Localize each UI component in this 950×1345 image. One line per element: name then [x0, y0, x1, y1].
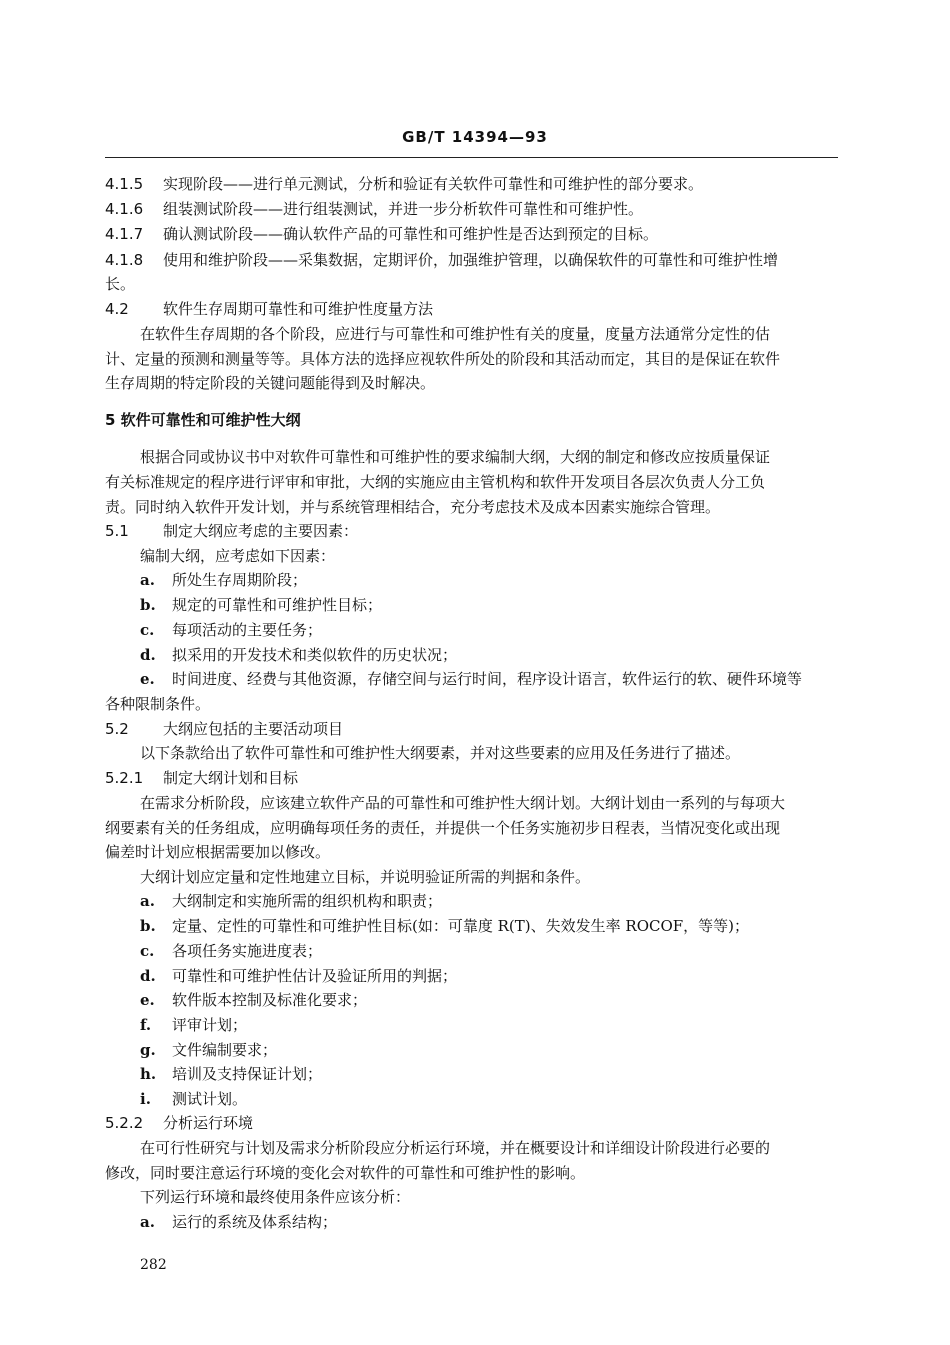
clause-text: 使用和维护阶段——采集数据，定期评价，加强维护管理，以确保软件的可靠性和可维护性增 — [163, 251, 779, 269]
list-label: b. — [140, 917, 156, 935]
text-line: 编制大纲，应考虑如下因素： — [140, 547, 336, 565]
list-label: e. — [140, 991, 155, 1009]
list-text: 拟采用的开发技术和类似软件的历史状况； — [172, 646, 458, 664]
list-item — [140, 669, 838, 689]
list-item — [140, 595, 838, 615]
list-label: g. — [140, 1041, 156, 1059]
list-text: 运行的系统及体系结构； — [172, 1213, 338, 1231]
text-line: 修改，同时要注意运行环境的变化会对软件的可靠性和可维护性的影响。 — [105, 1164, 586, 1182]
text-line: 纲要素有关的任务组成，应明确每项任务的责任，并提供一个任务实施初步日程表，当情况变化或出现 — [105, 819, 781, 837]
clause-number: 4.1.7 — [105, 225, 144, 243]
clause-text: 制定大纲计划和目标 — [163, 769, 299, 787]
list-text: 时间进度、经费与其他资源，存储空间与运行时间，程序设计语言，软件运行的软、硬件环境等 — [172, 670, 803, 688]
list-text: 定量、定性的可靠性和可维护性目标(如：可靠度 R(T)、失效发生率 ROCOF，等等)； — [172, 917, 750, 935]
list-text: 大纲制定和实施所需的组织机构和职责； — [172, 892, 443, 910]
clause-text: 分析运行环境 — [163, 1114, 254, 1132]
clause-number: 5.2 — [105, 720, 129, 738]
page-number: 282 — [140, 1257, 167, 1273]
clause-5-2 — [105, 719, 838, 739]
clause-number: 5.1 — [105, 522, 129, 540]
clause-4-1-8 — [105, 250, 838, 270]
clause-4-2 — [105, 299, 838, 319]
list-item — [140, 966, 838, 986]
list-item — [140, 1089, 838, 1109]
list-label: a. — [140, 1213, 155, 1231]
clause-number: 4.1.6 — [105, 200, 144, 218]
text-line: 长。 — [105, 275, 136, 293]
list-text: 可靠性和可维护性估计及验证所用的判据； — [172, 967, 458, 985]
list-item — [140, 1015, 838, 1035]
list-label: f. — [140, 1016, 152, 1034]
list-item — [140, 916, 838, 936]
list-item — [140, 1064, 838, 1084]
list-item — [140, 941, 838, 961]
list-label: d. — [140, 967, 156, 985]
list-label: a. — [140, 892, 155, 910]
list-text: 软件版本控制及标准化要求； — [172, 991, 368, 1009]
clause-number: 5.2.1 — [105, 769, 144, 787]
text-line: 根据合同或协议书中对软件可靠性和可维护性的要求编制大纲，大纲的制定和修改应按质量保证 — [140, 448, 771, 466]
list-item — [140, 990, 838, 1010]
list-label: a. — [140, 571, 155, 589]
list-item — [140, 570, 838, 590]
list-label: c. — [140, 621, 155, 639]
clause-number: 4.1.8 — [105, 251, 144, 269]
list-label: b. — [140, 596, 156, 614]
text-line: 下列运行环境和最终使用条件应该分析： — [140, 1188, 411, 1206]
text-line: 在软件生存周期的各个阶段，应进行与可靠性和可维护性有关的度量，度量方法通常分定性的估 — [140, 325, 771, 343]
list-text: 测试计划。 — [172, 1090, 248, 1108]
list-text: 规定的可靠性和可维护性目标； — [172, 596, 383, 614]
clause-4-1-7 — [105, 224, 838, 244]
clause-text: 大纲应包括的主要活动项目 — [163, 720, 344, 738]
list-text: 文件编制要求； — [172, 1041, 278, 1059]
text-line: 在可行性研究与计划及需求分析阶段应分析运行环境，并在概要设计和详细设计阶段进行必要的 — [140, 1139, 771, 1157]
list-item — [140, 620, 838, 640]
list-label: i. — [140, 1090, 151, 1108]
text-line: 偏差时计划应根据需要加以修改。 — [105, 843, 331, 861]
list-label: e. — [140, 670, 155, 688]
list-label: d. — [140, 646, 156, 664]
list-text: 所处生存周期阶段； — [172, 571, 308, 589]
clause-5-1 — [105, 521, 838, 541]
text-line: 责。同时纳入软件开发计划，并与系统管理相结合，充分考虑技术及成本因素实施综合管理。 — [105, 498, 721, 516]
clause-4-1-5 — [105, 174, 838, 194]
list-label: c. — [140, 942, 155, 960]
list-label: h. — [140, 1065, 157, 1083]
clause-number: 4.1.5 — [105, 175, 144, 193]
header-rule — [105, 157, 838, 158]
list-text: 每项活动的主要任务； — [172, 621, 323, 639]
document-header: GB/T 14394—93 — [402, 128, 548, 146]
clause-text: 确认测试阶段——确认软件产品的可靠性和可维护性是否达到预定的目标。 — [163, 225, 659, 243]
text-line: 生存周期的特定阶段的关键问题能得到及时解决。 — [105, 374, 436, 392]
text-line: 计、定量的预测和测量等等。具体方法的选择应视软件所处的阶段和其活动而定，其目的是保证在软件 — [105, 350, 781, 368]
list-item — [140, 1212, 838, 1232]
clause-number: 5.2.2 — [105, 1114, 144, 1132]
clause-5-2-1 — [105, 768, 838, 788]
list-text: 培训及支持保证计划； — [172, 1065, 323, 1083]
list-item — [140, 891, 838, 911]
list-item — [140, 645, 838, 665]
list-text: 各项任务实施进度表； — [172, 942, 323, 960]
section-5-heading: 5 软件可靠性和可维护性大纲 — [105, 411, 301, 429]
clause-4-1-6 — [105, 199, 838, 219]
text-line: 在需求分析阶段，应该建立软件产品的可靠性和可维护性大纲计划。大纲计划由一系列的与每项大 — [140, 794, 786, 812]
clause-text: 制定大纲应考虑的主要因素： — [163, 522, 359, 540]
clause-text: 组装测试阶段——进行组装测试，并进一步分析软件可靠性和可维护性。 — [163, 200, 644, 218]
text-line: 各种限制条件。 — [105, 695, 211, 713]
clause-5-2-2 — [105, 1113, 838, 1133]
text-line: 有关标准规定的程序进行评审和审批，大纲的实施应由主管机构和软件开发项目各层次负责人分工负 — [105, 473, 766, 491]
clause-text: 软件生存周期可靠性和可维护性度量方法 — [163, 300, 434, 318]
clause-text: 实现阶段——进行单元测试，分析和验证有关软件可靠性和可维护性的部分要求。 — [163, 175, 704, 193]
list-item — [140, 1040, 838, 1060]
list-text: 评审计划； — [172, 1016, 248, 1034]
clause-number: 4.2 — [105, 300, 129, 318]
text-line: 以下条款给出了软件可靠性和可维护性大纲要素，并对这些要素的应用及任务进行了描述。 — [140, 744, 741, 762]
text-line: 大纲计划应定量和定性地建立目标，并说明验证所需的判据和条件。 — [140, 868, 591, 886]
